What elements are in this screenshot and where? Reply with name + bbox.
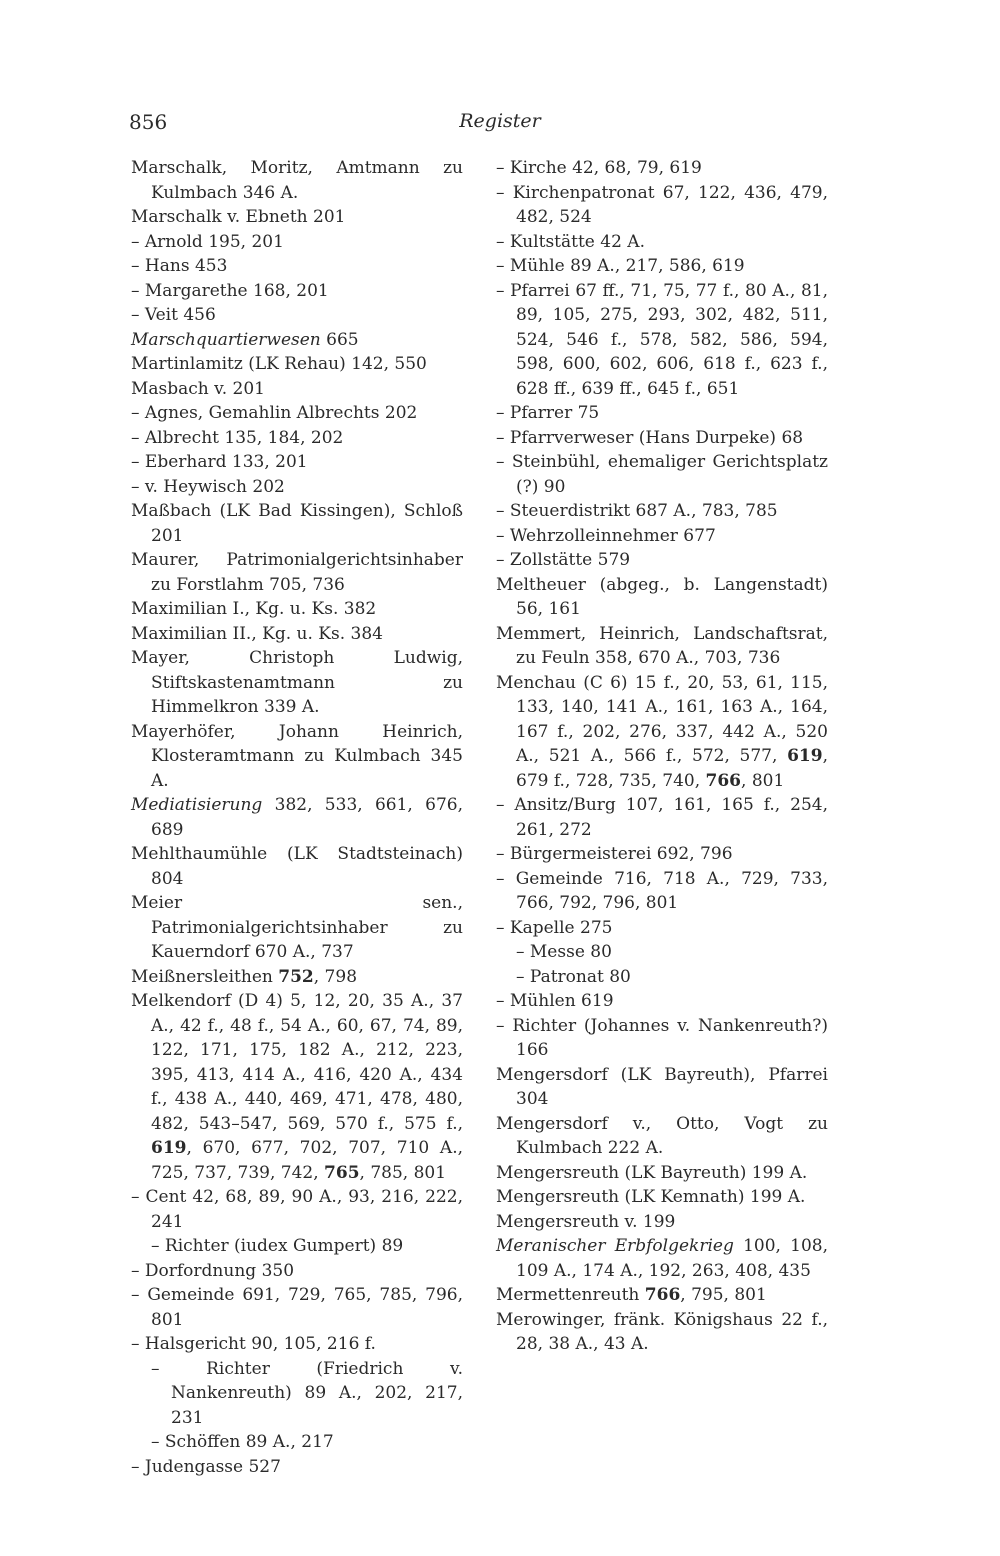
index-entry-text: Marschalk v. Ebneth 201	[131, 207, 346, 227]
index-entry-text: – Kapelle 275	[496, 917, 613, 938]
index-entry-text: – Judengasse 527	[131, 1456, 281, 1477]
index-entry-text: , 795, 801	[680, 1285, 767, 1305]
index-entry-text: Meltheuer (abgeg., b. Langenstadt) 56, 161	[496, 574, 828, 619]
index-entry-text: – Schöffen 89 A., 217	[151, 1432, 334, 1452]
index-entry-text: – Ansitz/Burg 107, 161, 165 f., 254, 261, 272	[496, 795, 828, 840]
index-entry	[496, 1063, 828, 1112]
index-entry-text: Meier sen., Patrimonialgerichtsinhaber zu Kauerndorf 670 A., 737	[131, 893, 463, 962]
index-entry	[496, 622, 828, 671]
index-entry-text: – v. Heywisch 202	[131, 476, 285, 497]
index-entry-text: Mengersreuth (LK Bayreuth) 199 A.	[496, 1162, 808, 1183]
running-title: Register	[459, 110, 541, 132]
index-entry	[131, 548, 463, 597]
index-entry-text: 752	[278, 966, 314, 987]
index-entry	[496, 524, 828, 549]
page-number: 856	[129, 110, 168, 134]
index-entry	[496, 793, 828, 842]
index-entry	[496, 426, 828, 451]
index-entry-text: , 798	[313, 966, 358, 987]
index-entry	[131, 989, 463, 1185]
index-entry	[496, 548, 828, 573]
index-entry-text: Mengersreuth v. 199	[496, 1211, 676, 1232]
index-entry	[131, 1455, 463, 1480]
index-entry	[496, 940, 828, 965]
index-entry-text: – Gemeinde 716, 718 A., 729, 733, 766, 792, 796, 801	[496, 868, 828, 913]
index-entry-text: – Veit 456	[131, 305, 216, 325]
index-entry-text: – Dorfordnung 350	[131, 1260, 295, 1281]
index-entry	[496, 989, 828, 1014]
index-entry-text: – Richter (Johannes v. Nankenreuth?) 166	[496, 1015, 828, 1060]
index-entry	[496, 1308, 828, 1357]
index-entry	[131, 230, 463, 255]
index-entry	[131, 450, 463, 475]
index-entry	[496, 1234, 828, 1283]
index-entry	[131, 279, 463, 304]
index-entry-text: , 670, 677, 702, 707, 710 A., 725, 737, 739, 742,	[151, 1138, 463, 1183]
index-entry-text: Meißnersleithen	[131, 966, 279, 987]
index-entry-text: – Steuerdistrikt 687 A., 783, 785	[496, 501, 778, 521]
index-entry	[131, 793, 463, 842]
index-entry	[496, 1112, 828, 1161]
index-entry	[496, 181, 828, 230]
index-entry-text: Mehlthaumühle (LK Stadtsteinach) 804	[131, 844, 463, 889]
index-entry	[131, 156, 463, 205]
index-entry-text: – Pfarrei 67 ff., 71, 75, 77 f., 80 A., 81, 89, 105, 275, 293, 302, 482, 511, 524, 546 f., 578, 582, 586, 594, 598, 600, 602, 606, 618 f., 623 f., 628 ff., 639 ff., 645 f., 651	[496, 280, 828, 399]
index-entry	[131, 1332, 463, 1357]
index-entry	[496, 1210, 828, 1235]
index-entry-text: Menchau (C 6) 15 f., 20, 53, 61, 115, 133, 140, 141 A., 161, 163 A., 164, 167 f., 202, 276, 337, 442 A., 520 A., 521 A., 566 f., 572, 577,	[496, 672, 828, 766]
index-entry-text: Mayerhöfer, Johann Heinrich, Klosteramtmann zu Kulmbach 345 A.	[131, 721, 463, 791]
index-entry-text: 382, 533, 661, 676, 689	[151, 795, 463, 840]
index-entry-text: Melkendorf (D 4) 5, 12, 20, 35 A., 37 A., 42 f., 48 f., 54 A., 60, 67, 74, 89, 122, 171, 175, 182 A., 212, 223, 395, 413, 414 A., 416, 420 A., 434 f., 438 A., 440, 469, 471, 478, 480, 482, 543–547, 569, 570 f., 575 f.,	[131, 991, 463, 1134]
index-entry-text: – Patronat 80	[516, 966, 631, 987]
index-entry-text: , 801	[741, 770, 785, 791]
index-entry	[131, 597, 463, 622]
index-entry	[131, 1357, 463, 1431]
index-entry-text: Merowinger, fränk. Königshaus 22 f., 28, 38 A., 43 A.	[496, 1309, 828, 1354]
index-entry-text: – Zollstätte 579	[496, 550, 631, 570]
index-entry-text: 619	[787, 746, 823, 766]
index-entry-text: – Arnold 195, 201	[131, 231, 284, 252]
index-entry	[131, 426, 463, 451]
index-entry	[496, 1161, 828, 1186]
index-entry-text: Maximilian I., Kg. u. Ks. 382	[131, 599, 377, 619]
index-entry	[496, 279, 828, 402]
index-entry-text: – Messe 80	[516, 942, 612, 962]
index-entry-text: – Kirchenpatronat 67, 122, 436, 479, 482, 524	[496, 182, 828, 227]
index-entry-text: Marschquartierwesen	[131, 329, 321, 350]
index-entry-text: Memmert, Heinrich, Landschaftsrat, zu Feuln 358, 670 A., 703, 736	[496, 623, 828, 668]
index-entry	[131, 205, 463, 230]
index-entry-text: – Pfarrer 75	[496, 403, 600, 423]
index-entry	[496, 499, 828, 524]
index-entry	[131, 842, 463, 891]
index-entry-text: Meranischer Erbfolgekrieg	[496, 1236, 734, 1256]
index-entry	[131, 1430, 463, 1455]
index-entry	[496, 156, 828, 181]
index-entry	[131, 1234, 463, 1259]
index-entry-text: – Gemeinde 691, 729, 765, 785, 796, 801	[131, 1285, 463, 1330]
index-entry	[131, 377, 463, 402]
index-entry-text: Mermettenreuth	[496, 1285, 645, 1305]
index-column-right	[496, 156, 828, 1357]
index-entry-text: – Halsgericht 90, 105, 216 f.	[131, 1334, 376, 1354]
index-entry	[131, 1283, 463, 1332]
index-entry-text: – Mühlen 619	[496, 991, 614, 1011]
index-entry-text: Maurer, Patrimonialgerichtsinhaber zu Forstlahm 705, 736	[131, 550, 463, 595]
index-entry-text: – Kirche 42, 68, 79, 619	[496, 158, 702, 178]
index-entry-text: Mayer, Christoph Ludwig, Stiftskastenamtmann zu Himmelkron 339 A.	[131, 648, 463, 717]
index-entry	[131, 328, 463, 353]
index-entry	[496, 916, 828, 941]
index-entry-text: – Pfarrverweser (Hans Durpeke) 68	[496, 427, 804, 448]
index-entry	[496, 1014, 828, 1063]
index-entry-text: – Bürgermeisterei 692, 796	[496, 844, 733, 864]
index-entry	[131, 965, 463, 990]
index-entry	[496, 450, 828, 499]
index-entry-text: Masbach v. 201	[131, 378, 265, 399]
index-entry-text: – Kultstätte 42 A.	[496, 231, 645, 252]
index-entry-text: – Cent 42, 68, 89, 90 A., 93, 216, 222, 241	[131, 1187, 463, 1232]
index-entry	[131, 352, 463, 377]
index-entry	[496, 671, 828, 794]
index-entry-text: Mengersdorf v., Otto, Vogt zu Kulmbach 222 A.	[496, 1113, 828, 1158]
index-entry	[131, 254, 463, 279]
index-entry-text: Mediatisierung	[131, 795, 263, 815]
index-entry-text: 619	[151, 1138, 187, 1158]
index-entry-text: – Hans 453	[131, 256, 228, 276]
index-entry-text: 100, 108, 109 A., 174 A., 192, 263, 408, 435	[516, 1236, 828, 1281]
index-entry-text: – Albrecht 135, 184, 202	[131, 427, 344, 448]
index-entry	[131, 646, 463, 720]
index-entry-text: – Agnes, Gemahlin Albrechts 202	[131, 403, 418, 423]
index-entry-text: Maximilian II., Kg. u. Ks. 384	[131, 623, 383, 644]
index-entry-text: – Margarethe 168, 201	[131, 280, 329, 301]
index-entry	[496, 1283, 828, 1308]
index-entry	[496, 842, 828, 867]
index-entry-text: , 679 f., 728, 735, 740,	[516, 746, 828, 791]
index-entry-text: – Steinbühl, ehemaliger Gerichtsplatz (?) 90	[496, 452, 828, 497]
index-entry	[131, 622, 463, 647]
index-entry	[131, 1185, 463, 1234]
index-entry-text: – Richter (iudex Gumpert) 89	[151, 1236, 404, 1256]
index-entry	[131, 1259, 463, 1284]
index-entry-text: 665	[320, 329, 359, 350]
index-column-left	[131, 156, 463, 1479]
index-entry-text: Maßbach (LK Bad Kissingen), Schloß 201	[131, 501, 463, 546]
index-entry-text: Marschalk, Moritz, Amtmann zu Kulmbach 346 A.	[131, 158, 463, 203]
index-entry-text: – Eberhard 133, 201	[131, 452, 308, 472]
index-entry	[496, 1185, 828, 1210]
index-entry-text: – Mühle 89 A., 217, 586, 619	[496, 256, 745, 276]
index-entry	[496, 965, 828, 990]
index-entry	[496, 230, 828, 255]
index-entry	[131, 401, 463, 426]
index-entry-text: 766	[644, 1285, 681, 1305]
index-entry	[496, 573, 828, 622]
index-entry-text: , 785, 801	[359, 1162, 447, 1183]
index-entry	[496, 867, 828, 916]
index-entry	[131, 475, 463, 500]
index-entry-text: 765	[324, 1162, 360, 1183]
index-entry	[131, 303, 463, 328]
index-entry	[496, 254, 828, 279]
index-entry-text: Mengersdorf (LK Bayreuth), Pfarrei 304	[496, 1064, 828, 1109]
index-entry-text: 766	[705, 770, 742, 791]
index-entry-text: Martinlamitz (LK Rehau) 142, 550	[131, 354, 427, 374]
index-entry-text: Mengersreuth (LK Kemnath) 199 A.	[496, 1187, 806, 1207]
index-entry-text: – Richter (Friedrich v. Nankenreuth) 89 A., 202, 217, 231	[151, 1358, 463, 1428]
index-entry	[131, 499, 463, 548]
index-entry	[131, 891, 463, 965]
index-entry-text: – Wehrzolleinnehmer 677	[496, 525, 716, 546]
index-entry	[496, 401, 828, 426]
index-entry	[131, 720, 463, 794]
